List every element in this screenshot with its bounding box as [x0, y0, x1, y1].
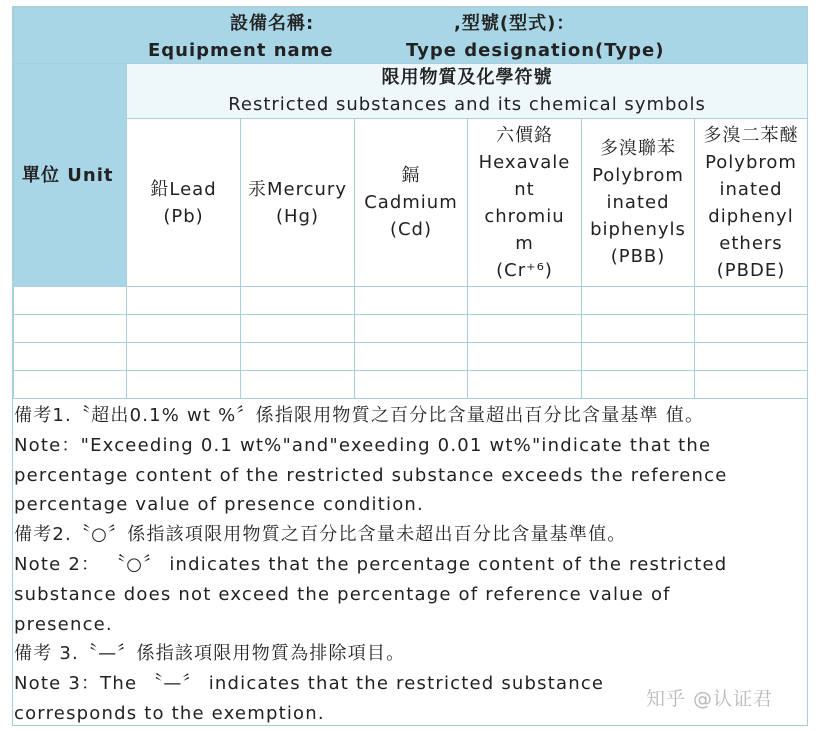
watermark: 知乎 @认证君	[646, 688, 774, 710]
column-mercury: 汞Mercury (Hg)	[241, 119, 355, 287]
column-pbb: 多溴聯苯 Polybrom inated biphenyls (PBB)	[582, 119, 695, 287]
note-line: 備考1.〝超出0.1% wt %〞係指限用物質之百分比含量超出百分比含量基準 值。	[14, 405, 705, 426]
equipment-name-en: Equipment name	[148, 40, 334, 61]
table-row	[14, 371, 808, 399]
restricted-substances-zh: 限用物質及化學符號	[381, 67, 553, 88]
rohs-declaration-document	[12, 6, 808, 726]
note-line: substance does not exceed the percentage of reference value of	[14, 583, 671, 605]
notes-section	[13, 401, 808, 729]
unit-header: 單位 Unit	[14, 64, 127, 287]
table-row	[14, 343, 808, 371]
column-lead: 鉛Lead (Pb)	[127, 119, 241, 287]
table-row	[14, 287, 808, 315]
restricted-substances-en: Restricted substances and its chemical symbols	[228, 94, 706, 115]
type-designation-en: Type designation(Type)	[406, 40, 665, 61]
restricted-substances-header	[127, 64, 808, 119]
note-line: Note 3：The 〝—〞 indicates that the restricted substance	[14, 673, 605, 695]
note-line: Note 2： 〝○〞 indicates that the percentage content of the restricted	[14, 553, 728, 575]
column-hexavalent-chromium: 六價鉻 Hexavale nt chromiu m (Cr⁺⁶)	[468, 119, 582, 287]
note-line: percentage value of presence condition.	[14, 494, 424, 516]
note-line: 備考2.〝○〞係指該項限用物質之百分比含量未超出百分比含量基準值。	[14, 524, 627, 546]
note-line: percentage content of the restricted substance exceeds the reference	[14, 464, 728, 486]
equipment-header	[14, 8, 808, 64]
note-line: Note："Exceeding 0.1 wt%"and"exeeding 0.01 wt%"indicate that the	[14, 434, 712, 456]
note-line: 備考 3.〝—〞係指該項限用物質為排除項目。	[14, 643, 406, 665]
note-line: presence.	[14, 613, 113, 635]
note-line: corresponds to the exemption.	[14, 702, 325, 724]
column-cadmium: 鎘 Cadmium (Cd)	[355, 119, 468, 287]
table-row	[14, 315, 808, 343]
column-pbde: 多溴二苯醚 Polybrom inated diphenyl ethers (PBDE)	[695, 119, 808, 287]
equipment-name-zh: 設備名稱:	[230, 13, 315, 34]
restricted-substances-table	[13, 7, 808, 399]
type-designation-zh: ,型號(型式)：	[454, 13, 576, 34]
